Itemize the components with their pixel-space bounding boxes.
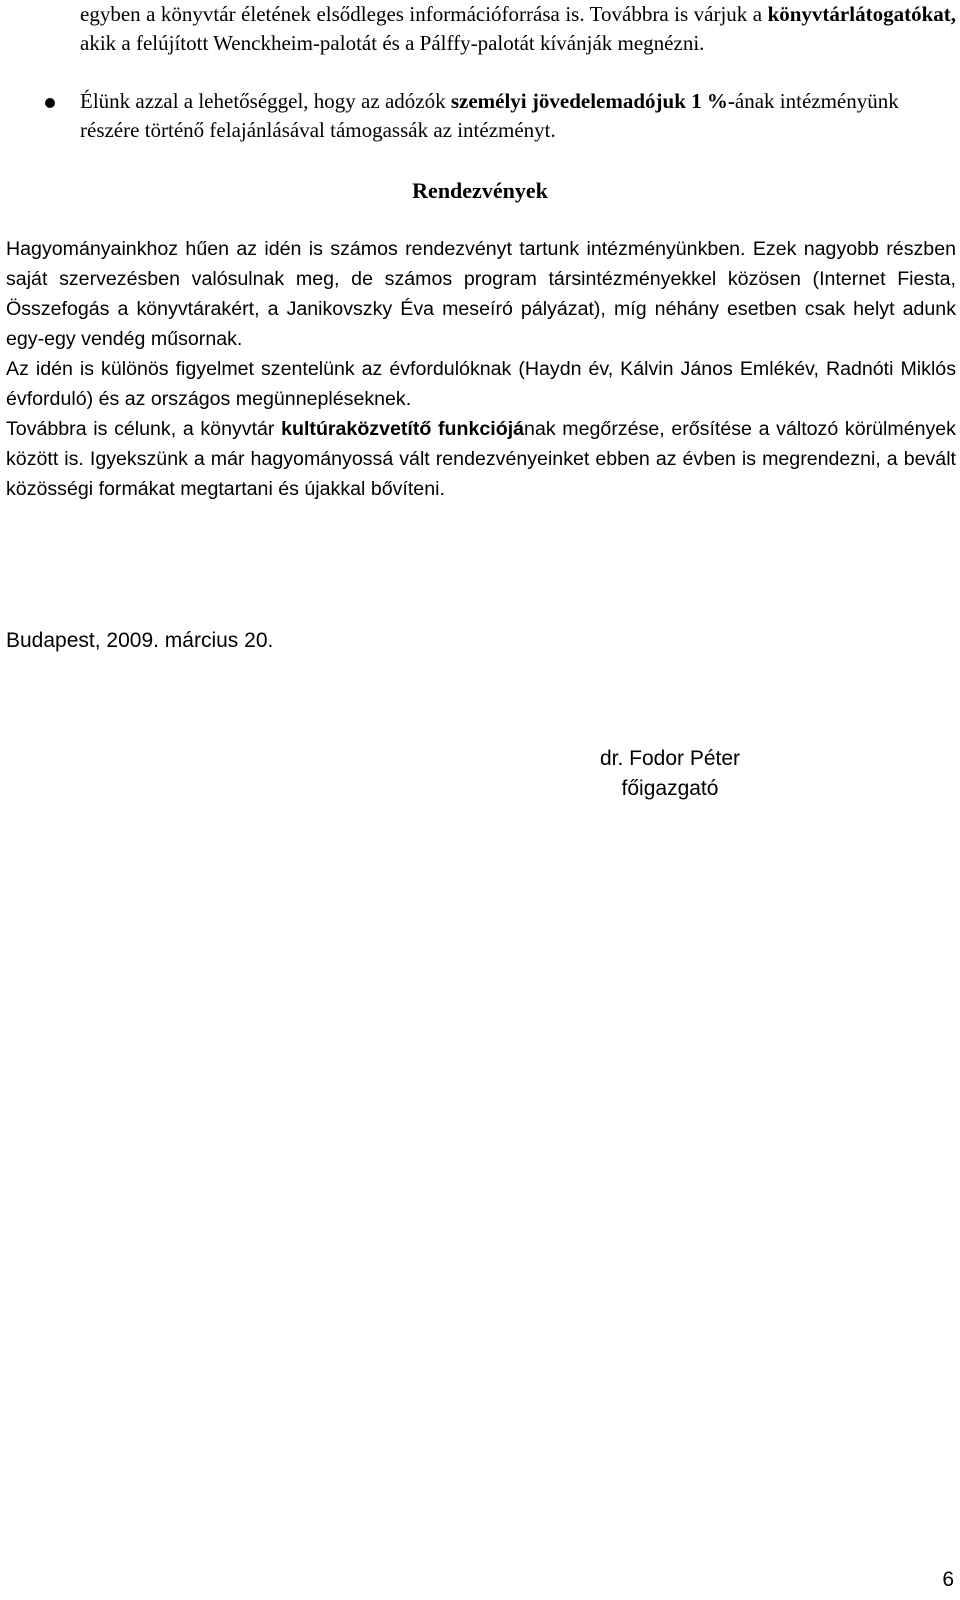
p3-bold-culture: kultúraközvetítő xyxy=(281,418,432,440)
p3-text-start: Továbbra is célunk, a könyvtár xyxy=(6,418,282,440)
bullet-item-tax xyxy=(80,87,956,145)
visitors-bold: könyvtárlátogatókat, xyxy=(767,2,956,26)
signatory-title: főigazgató xyxy=(621,777,719,800)
bullet-icon xyxy=(45,98,55,108)
events-paragraph-2: Az idén is különös figyelmet szentelünk az évfordulóknak (Haydn év, Kálvin János Emlékév, Radnóti Miklós évforduló) és az országos megünnepléseknek. xyxy=(6,358,956,410)
bullet-bold: személyi jövedelemadójuk 1 %- xyxy=(450,89,735,113)
continued-paragraph xyxy=(80,0,956,58)
section-heading: Rendezvények xyxy=(412,178,548,203)
bullet-text-end: ának intézményünk részére történő felajánlásával támogassák az intézményt. xyxy=(80,89,899,142)
events-paragraph-1: Hagyományainkhoz hűen az idén is számos rendezvényt tartunk intézményünkben. Ezek nagyobb részben saját szervezésben valósulnak meg, de számos program társintézményekkel közösen (Internet Fiesta, Összefogás a könyvtárakért, a Janikovszky Éva meseíró pályázat), míg néhány esetben csak helyt adunk egy-egy vendég műsornak. xyxy=(6,238,956,350)
p3-text-end: nak megőrzése, erősítése a változó körülmények között is. Igyekszünk a már hagyományossá vált rendezvényeinket ebben az évben is megrendezni, a bevált közösségi formákat megtartani és újakkal bővíteni. xyxy=(6,418,956,500)
bullet-text-start: Élünk azzal a lehetőséggel, hogy az adózók xyxy=(80,89,451,113)
date-place-line: Budapest, 2009. március 20. xyxy=(6,629,274,652)
signatory-name: dr. Fodor Péter xyxy=(599,747,741,770)
page-number: 6 xyxy=(942,1568,954,1591)
continued-text-start: egyben a könyvtár életének elsődleges információforrása is. Továbbra is várjuk a xyxy=(80,2,763,26)
events-section-body xyxy=(6,234,956,504)
p3-bold-function: funkciójá xyxy=(438,418,525,440)
events-paragraph-3 xyxy=(6,414,956,504)
signature-block xyxy=(560,744,780,804)
continued-text-end: akik a felújított Wenckheim-palotát és a Pálffy-palotát kívánják megnézni. xyxy=(80,31,705,55)
